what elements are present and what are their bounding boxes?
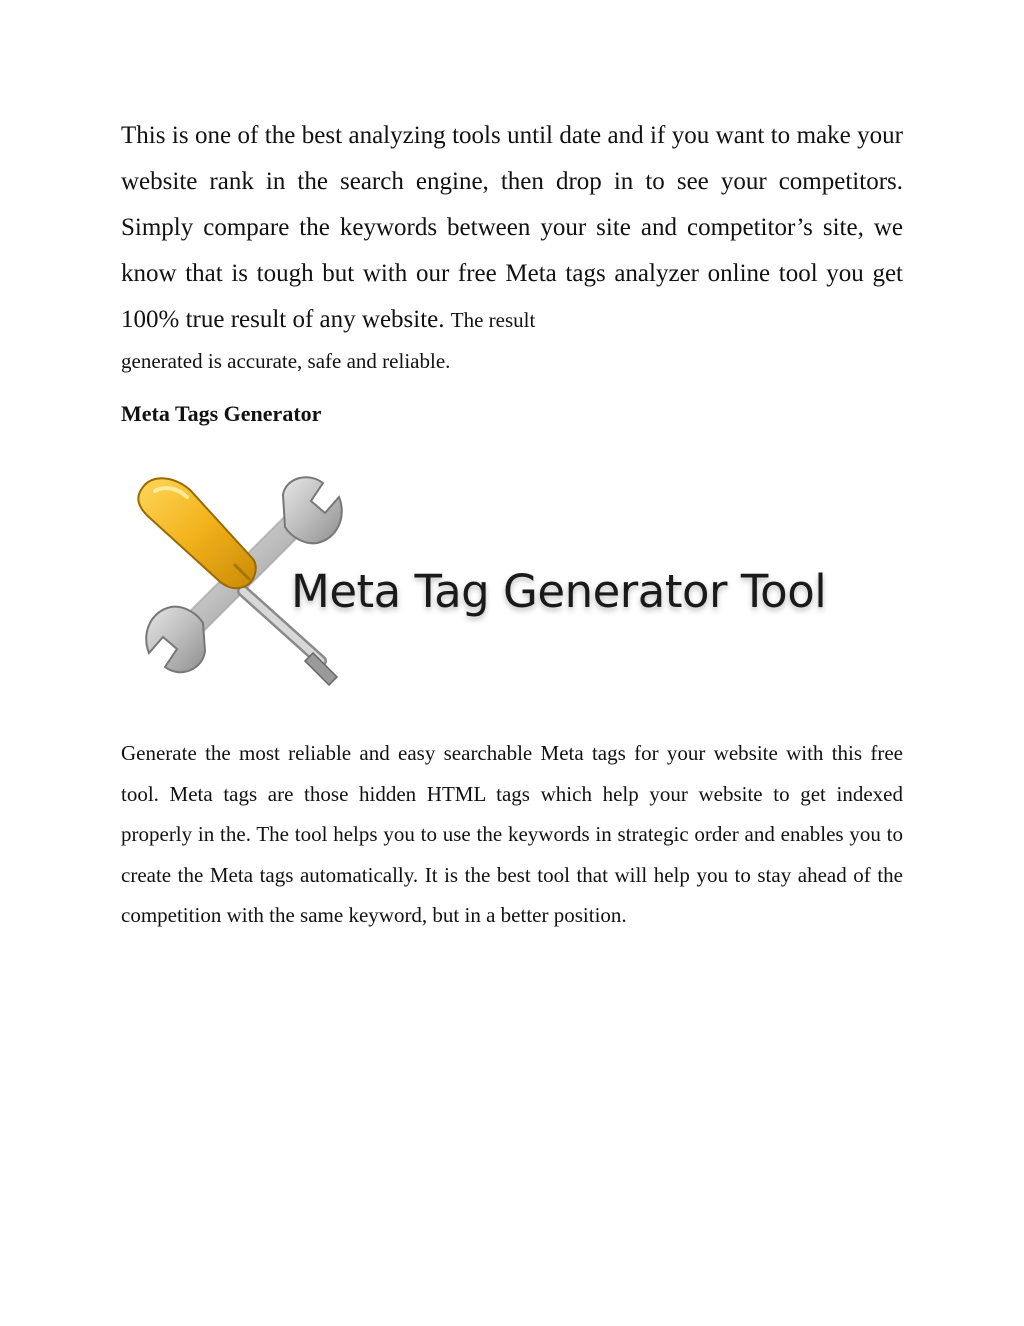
meta-tag-generator-figure [125,473,885,703]
section-heading: Meta Tags Generator [121,401,322,426]
body-paragraph: Generate the most reliable and easy searchable Meta tags for your website with this free tool. Meta tags are those hidden HTML tags which help your website to get indexed properly in the. The tool helps you to use the keywords in strategic order and enables you to create the Meta tags automatically. It is the best tool that will help you to stay ahead of the competition with the same keyword, but in a better position. [121,741,903,927]
intro-paragraph [121,113,903,381]
figure-caption: Meta Tag Generator Tool [291,565,827,618]
intro-tail-text: The result [450,308,536,332]
intro-text: This is one of the best analyzing tools until date and if you want to make your website rank in the search engine, then drop in to see your competitors. Simply compare the keywords between your site and competitor’s site, we know that is tough but with our free Meta tags analyzer online tool you get 100% true result of any website. [121,122,903,333]
document-page [121,113,903,936]
intro-tail-line: generated is accurate, safe and reliable. [121,349,451,373]
